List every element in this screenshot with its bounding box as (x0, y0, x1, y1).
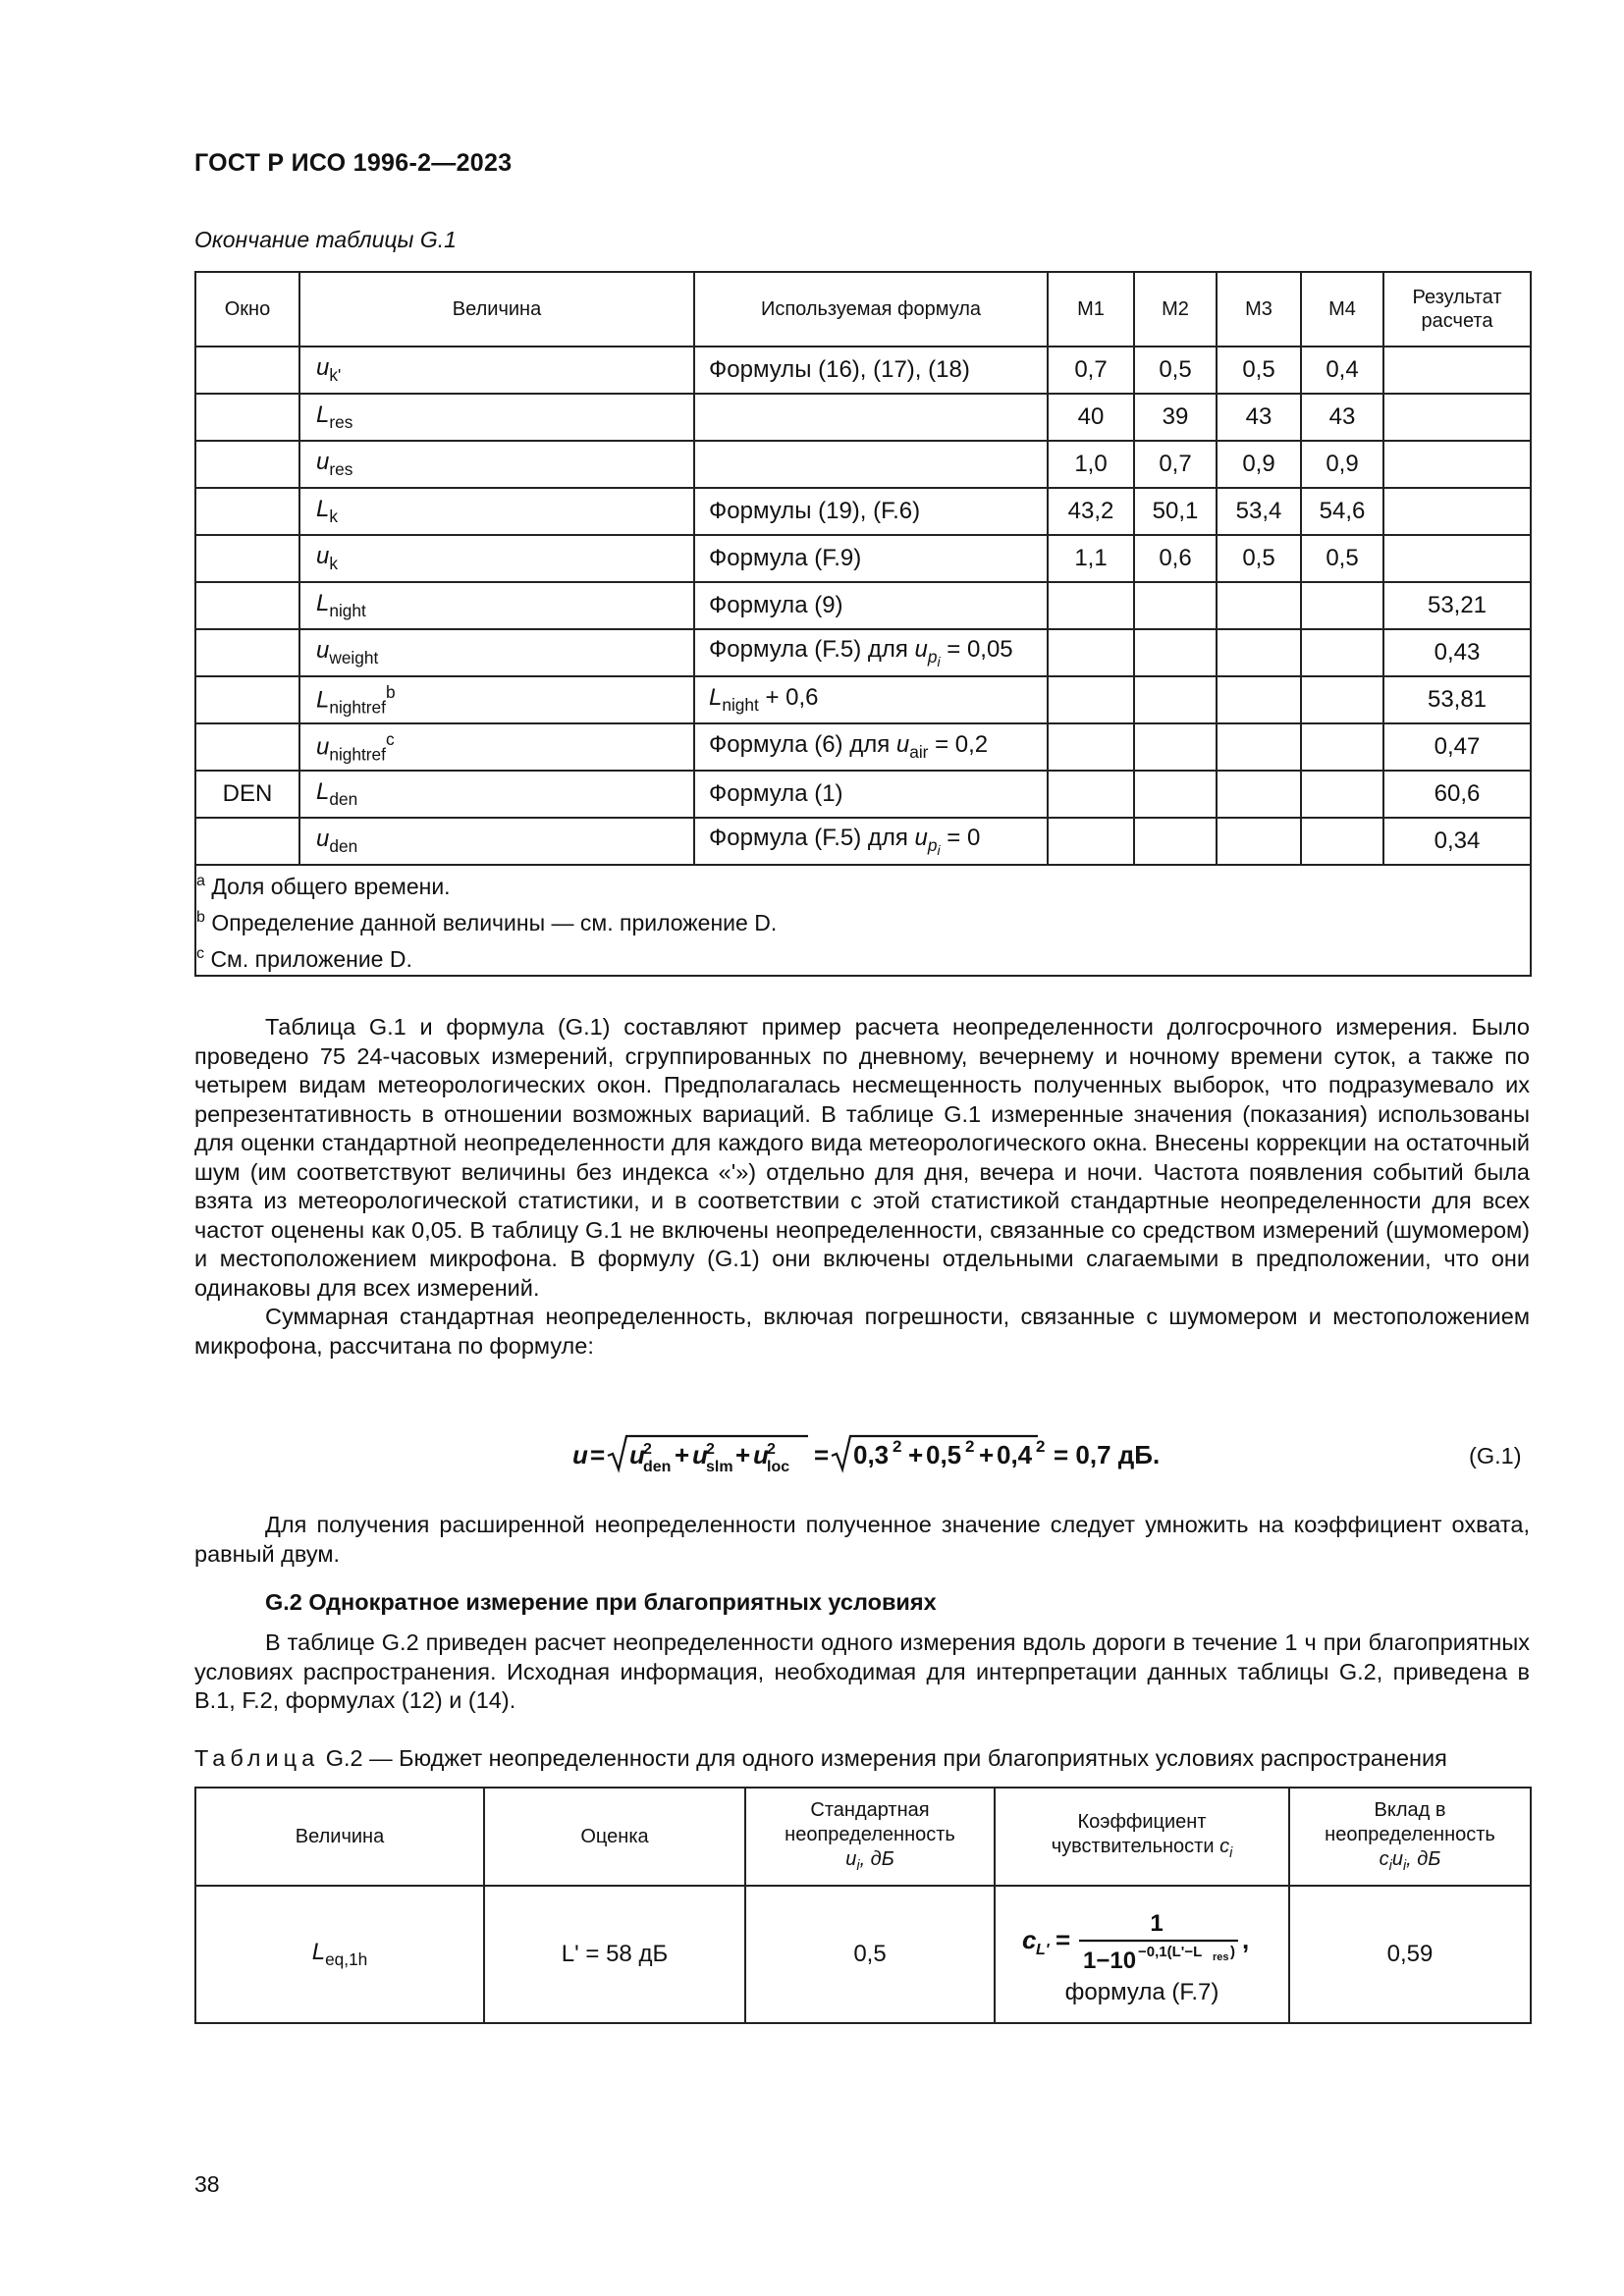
m4-cell: 0,4 (1301, 347, 1383, 394)
svg-text:+: + (735, 1440, 751, 1469)
m4-cell: 0,5 (1301, 535, 1383, 582)
svg-text:2: 2 (767, 1441, 776, 1458)
quantity-cell: $L_{nightref}^b$ (299, 676, 694, 723)
col-header-formula: Используемая формула (694, 272, 1048, 347)
table1-header-row (195, 272, 1531, 347)
m4-cell (1301, 818, 1383, 865)
col-header-window: Окно (195, 272, 299, 347)
result-cell: 0,47 (1383, 723, 1531, 771)
svg-text:den: den (643, 1459, 672, 1475)
col-header-m3: M3 (1217, 272, 1301, 347)
m1-cell (1048, 629, 1134, 676)
table2-caption-label: Таблица (194, 1745, 320, 1771)
svg-text:1: 1 (1150, 1909, 1164, 1937)
m3-cell: 53,4 (1217, 488, 1301, 535)
result-cell (1383, 394, 1531, 441)
window-cell (195, 582, 299, 629)
contribution-unit: $c_iu_i$, дБ (1379, 1847, 1441, 1875)
m2-cell (1134, 629, 1217, 676)
formula-cell: Формула (F.9) (694, 535, 1048, 582)
sensitivity-formula-graphic (1004, 1903, 1279, 1972)
col-header-std-uncertainty: Стандартная неопределенность $u_i$, дБ (745, 1788, 995, 1886)
footnote-c: $^c$ См. приложение D. (196, 943, 412, 972)
svg-text:−0,1(L'−L: −0,1(L'−L (1138, 1943, 1203, 1960)
footnote-a: $^a$ Доля общего времени. (196, 872, 451, 899)
formula-cell (694, 394, 1048, 441)
result-cell: 0,34 (1383, 818, 1531, 865)
m1-cell (1048, 818, 1134, 865)
m1-cell: 1,0 (1048, 441, 1134, 488)
table-row (195, 676, 1531, 723)
window-cell (195, 535, 299, 582)
sensitivity-cell (995, 1886, 1289, 2023)
window-cell (195, 723, 299, 771)
table-row (195, 723, 1531, 771)
col-header-estimate: Оценка (484, 1788, 745, 1886)
window-cell (195, 347, 299, 394)
formula-cell: $L_{night} + 0,6$ (694, 676, 1048, 723)
m1-cell: 1,1 (1048, 535, 1134, 582)
table1-caption: Окончание таблицы G.1 (194, 227, 457, 252)
quantity-cell: $L_{den}$ (299, 771, 694, 818)
window-cell (195, 676, 299, 723)
svg-text:res: res (1213, 1950, 1229, 1963)
result-cell (1383, 488, 1531, 535)
document-header: ГОСТ Р ИСО 1996-2—2023 (194, 149, 513, 177)
quantity-cell: $u_{weight}$ (299, 629, 694, 676)
m3-cell: 0,5 (1217, 347, 1301, 394)
table2-caption (194, 1745, 1530, 1772)
result-cell (1383, 535, 1531, 582)
result-cell: 53,21 (1383, 582, 1531, 629)
svg-text:0,5: 0,5 (926, 1440, 962, 1469)
section-heading-g2: G.2 Однократное измерение при благоприятных условиях (265, 1589, 937, 1615)
m2-cell: 50,1 (1134, 488, 1217, 535)
result-cell: 0,43 (1383, 629, 1531, 676)
m1-cell (1048, 582, 1134, 629)
m3-cell (1217, 676, 1301, 723)
quantity-cell: $u_{res}$ (299, 441, 694, 488)
svg-text:u: u (629, 1440, 645, 1469)
m4-cell (1301, 582, 1383, 629)
m1-cell (1048, 771, 1134, 818)
equation-result: = 0,7 дБ. (1054, 1440, 1161, 1469)
quantity-cell: $u_{den}$ (299, 818, 694, 865)
m4-cell: 43 (1301, 394, 1383, 441)
table-row (195, 441, 1531, 488)
m3-cell (1217, 582, 1301, 629)
window-cell (195, 488, 299, 535)
quantity-cell: $u_{nightref}^c$ (299, 723, 694, 771)
formula-cell: Формула (1) (694, 771, 1048, 818)
paragraph: В таблице G.2 приведен расчет неопределенности одного измерения вдоль дороги в течение 1 ч при благоприятных условиях распространения. Исходная информация, необходимая для интерпретации данных таблицы G.2, приведена в B.1, F.2, формулах (12) и (14). (194, 1629, 1530, 1713)
m1-cell: 43,2 (1048, 488, 1134, 535)
formula-cell: Формулы (16), (17), (18) (694, 347, 1048, 394)
m1-cell (1048, 676, 1134, 723)
m1-cell: 0,7 (1048, 347, 1134, 394)
table-row (195, 771, 1531, 818)
svg-text:0,4: 0,4 (997, 1440, 1033, 1469)
svg-text:+: + (675, 1440, 690, 1469)
svg-text:2: 2 (643, 1441, 652, 1458)
table-g2 (194, 1787, 1532, 2024)
quantity-cell: $L_{night}$ (299, 582, 694, 629)
footnote-b: $^b$ Определение данной величины — см. приложение D. (196, 907, 778, 935)
equation-g1 (0, 1430, 1624, 1475)
table-row (195, 394, 1531, 441)
equation-body (572, 1430, 1162, 1482)
m2-cell (1134, 723, 1217, 771)
contribution-cell: 0,59 (1289, 1886, 1531, 2023)
svg-text:slm: slm (706, 1459, 733, 1475)
std-uncertainty-cell: 0,5 (745, 1886, 995, 2023)
body-text-after-eq (194, 1511, 1530, 1569)
formula-cell (694, 441, 1048, 488)
body-text-g1 (194, 1013, 1530, 1361)
svg-text:=: = (814, 1440, 830, 1469)
svg-text:u: u (753, 1440, 769, 1469)
quantity-cell: $L_k$ (299, 488, 694, 535)
m4-cell (1301, 771, 1383, 818)
m4-cell: 0,9 (1301, 441, 1383, 488)
m3-cell (1217, 771, 1301, 818)
table2-caption-text: G.2 — Бюджет неопределенности для одного измерения при благоприятных условиях распространения (325, 1745, 1447, 1771)
svg-text:=: = (1056, 1924, 1071, 1954)
result-cell (1383, 441, 1531, 488)
m3-cell (1217, 818, 1301, 865)
table-row (195, 818, 1531, 865)
paragraph: Таблица G.1 и формула (G.1) составляют пример расчета неопределенности долгосрочного измерения. Было проведено 75 24-часовых измерений, сгруппированных по дневному, вечернему и ночному времени суток, а также по четырем видам метеорологических окон. Предполагалась несмещенность полученных выборок, что подразумевало их репрезентативность в отношении возможных вариаций. В таблице G.1 измеренные значения (показания) использованы для оценки стандартной неопределенности для каждого вида метеорологического окна. Внесены коррекции на остаточный шум (им соответствуют величины без индекса «'») отдельно для дня, вечера и ночи. Частота появления событий была взята из метеорологической статистики, и в соответствии с этой статистикой стандартные неопределенности для всех частот оценены как 0,05. В таблицу G.1 не включены неопределенности, связанные со средством измерений (шумомером) и местоположением микрофона. В формулу (G.1) они включены отдельными слагаемыми в предположении, что они одинаковы для всех измерений. (194, 1014, 1530, 1301)
quantity-cell: $L_{eq,1h}$ (195, 1886, 484, 2023)
window-cell (195, 394, 299, 441)
svg-text:c: c (1022, 1924, 1037, 1954)
equation-number: (G.1) (1469, 1443, 1522, 1468)
m1-cell (1048, 723, 1134, 771)
svg-text:2: 2 (893, 1437, 902, 1456)
table-row (195, 347, 1531, 394)
col-header-contribution: Вклад в неопределенность $c_iu_i$, дБ (1289, 1788, 1531, 1886)
m2-cell (1134, 818, 1217, 865)
m2-cell (1134, 771, 1217, 818)
formula-cell: Формула (F.5) для $u_{p_i} = 0,05$ (694, 629, 1048, 676)
table-row (195, 582, 1531, 629)
formula-cell: Формула (6) для $u_{air} = 0,2$ (694, 723, 1048, 771)
result-cell: 53,81 (1383, 676, 1531, 723)
quantity-cell: $L_{res}$ (299, 394, 694, 441)
paragraph: Суммарная стандартная неопределенность, включая погрешности, связанные с шумомером и местоположением микрофона, рассчитана по формуле: (194, 1304, 1530, 1359)
window-cell (195, 629, 299, 676)
svg-text:L': L' (1036, 1941, 1050, 1958)
col-header-result: Результат расчета (1383, 272, 1531, 347)
svg-text:+: + (979, 1440, 995, 1469)
m2-cell: 0,7 (1134, 441, 1217, 488)
m3-cell: 0,5 (1217, 535, 1301, 582)
window-cell (195, 818, 299, 865)
svg-text:u: u (692, 1440, 708, 1469)
svg-text:): ) (1230, 1943, 1235, 1960)
svg-text:=: = (590, 1440, 606, 1469)
m2-cell: 0,6 (1134, 535, 1217, 582)
equation-graphic (572, 1430, 1162, 1475)
paragraph: Для получения расширенной неопределенности полученное значение следует умножить на коэффициент охвата, равный двум. (194, 1512, 1530, 1567)
result-cell (1383, 347, 1531, 394)
quantity-cell: $u_{k'}$ (299, 347, 694, 394)
window-cell (195, 441, 299, 488)
table-row (195, 535, 1531, 582)
formula-cell: Формула (F.5) для $u_{p_i} = 0$ (694, 818, 1048, 865)
col-header-m2: M2 (1134, 272, 1217, 347)
table2-header-row (195, 1788, 1531, 1886)
col-header-quantity: Величина (195, 1788, 484, 1886)
svg-text:u: u (572, 1440, 588, 1469)
table-row (195, 629, 1531, 676)
m3-cell (1217, 629, 1301, 676)
m4-cell (1301, 629, 1383, 676)
table-row (195, 1886, 1531, 2023)
svg-text:1−10: 1−10 (1083, 1947, 1137, 1972)
quantity-cell: $u_k$ (299, 535, 694, 582)
m1-cell: 40 (1048, 394, 1134, 441)
svg-text:+: + (908, 1440, 924, 1469)
m2-cell: 39 (1134, 394, 1217, 441)
m4-cell: 54,6 (1301, 488, 1383, 535)
page-number: 38 (194, 2171, 220, 2197)
m4-cell (1301, 676, 1383, 723)
formula-cell: Формула (9) (694, 582, 1048, 629)
m3-cell: 43 (1217, 394, 1301, 441)
table-row (195, 488, 1531, 535)
m2-cell: 0,5 (1134, 347, 1217, 394)
m2-cell (1134, 676, 1217, 723)
col-header-m1: M1 (1048, 272, 1134, 347)
svg-text:2: 2 (1036, 1437, 1046, 1456)
m2-cell (1134, 582, 1217, 629)
svg-text:loc: loc (767, 1459, 790, 1475)
svg-text:,: , (1242, 1924, 1250, 1954)
estimate-cell: L' = 58 дБ (484, 1886, 745, 2023)
svg-text:2: 2 (706, 1441, 715, 1458)
std-uncertainty-unit: $u_i$, дБ (845, 1847, 894, 1875)
svg-text:0,3: 0,3 (853, 1440, 890, 1469)
sensitivity-formula-ref: формула (F.7) (1064, 1978, 1219, 2005)
m4-cell (1301, 723, 1383, 771)
table1-footnotes (195, 865, 1531, 976)
m3-cell (1217, 723, 1301, 771)
svg-text:2: 2 (965, 1437, 975, 1456)
m3-cell: 0,9 (1217, 441, 1301, 488)
window-cell: DEN (195, 771, 299, 818)
table-g1 (194, 271, 1532, 977)
body-text-g2 (194, 1629, 1530, 1716)
col-header-m4: M4 (1301, 272, 1383, 347)
col-header-quantity: Величина (299, 272, 694, 347)
formula-cell: Формулы (19), (F.6) (694, 488, 1048, 535)
result-cell: 60,6 (1383, 771, 1531, 818)
col-header-sensitivity: Коэффициент чувствительности $c_i$ (995, 1788, 1289, 1886)
